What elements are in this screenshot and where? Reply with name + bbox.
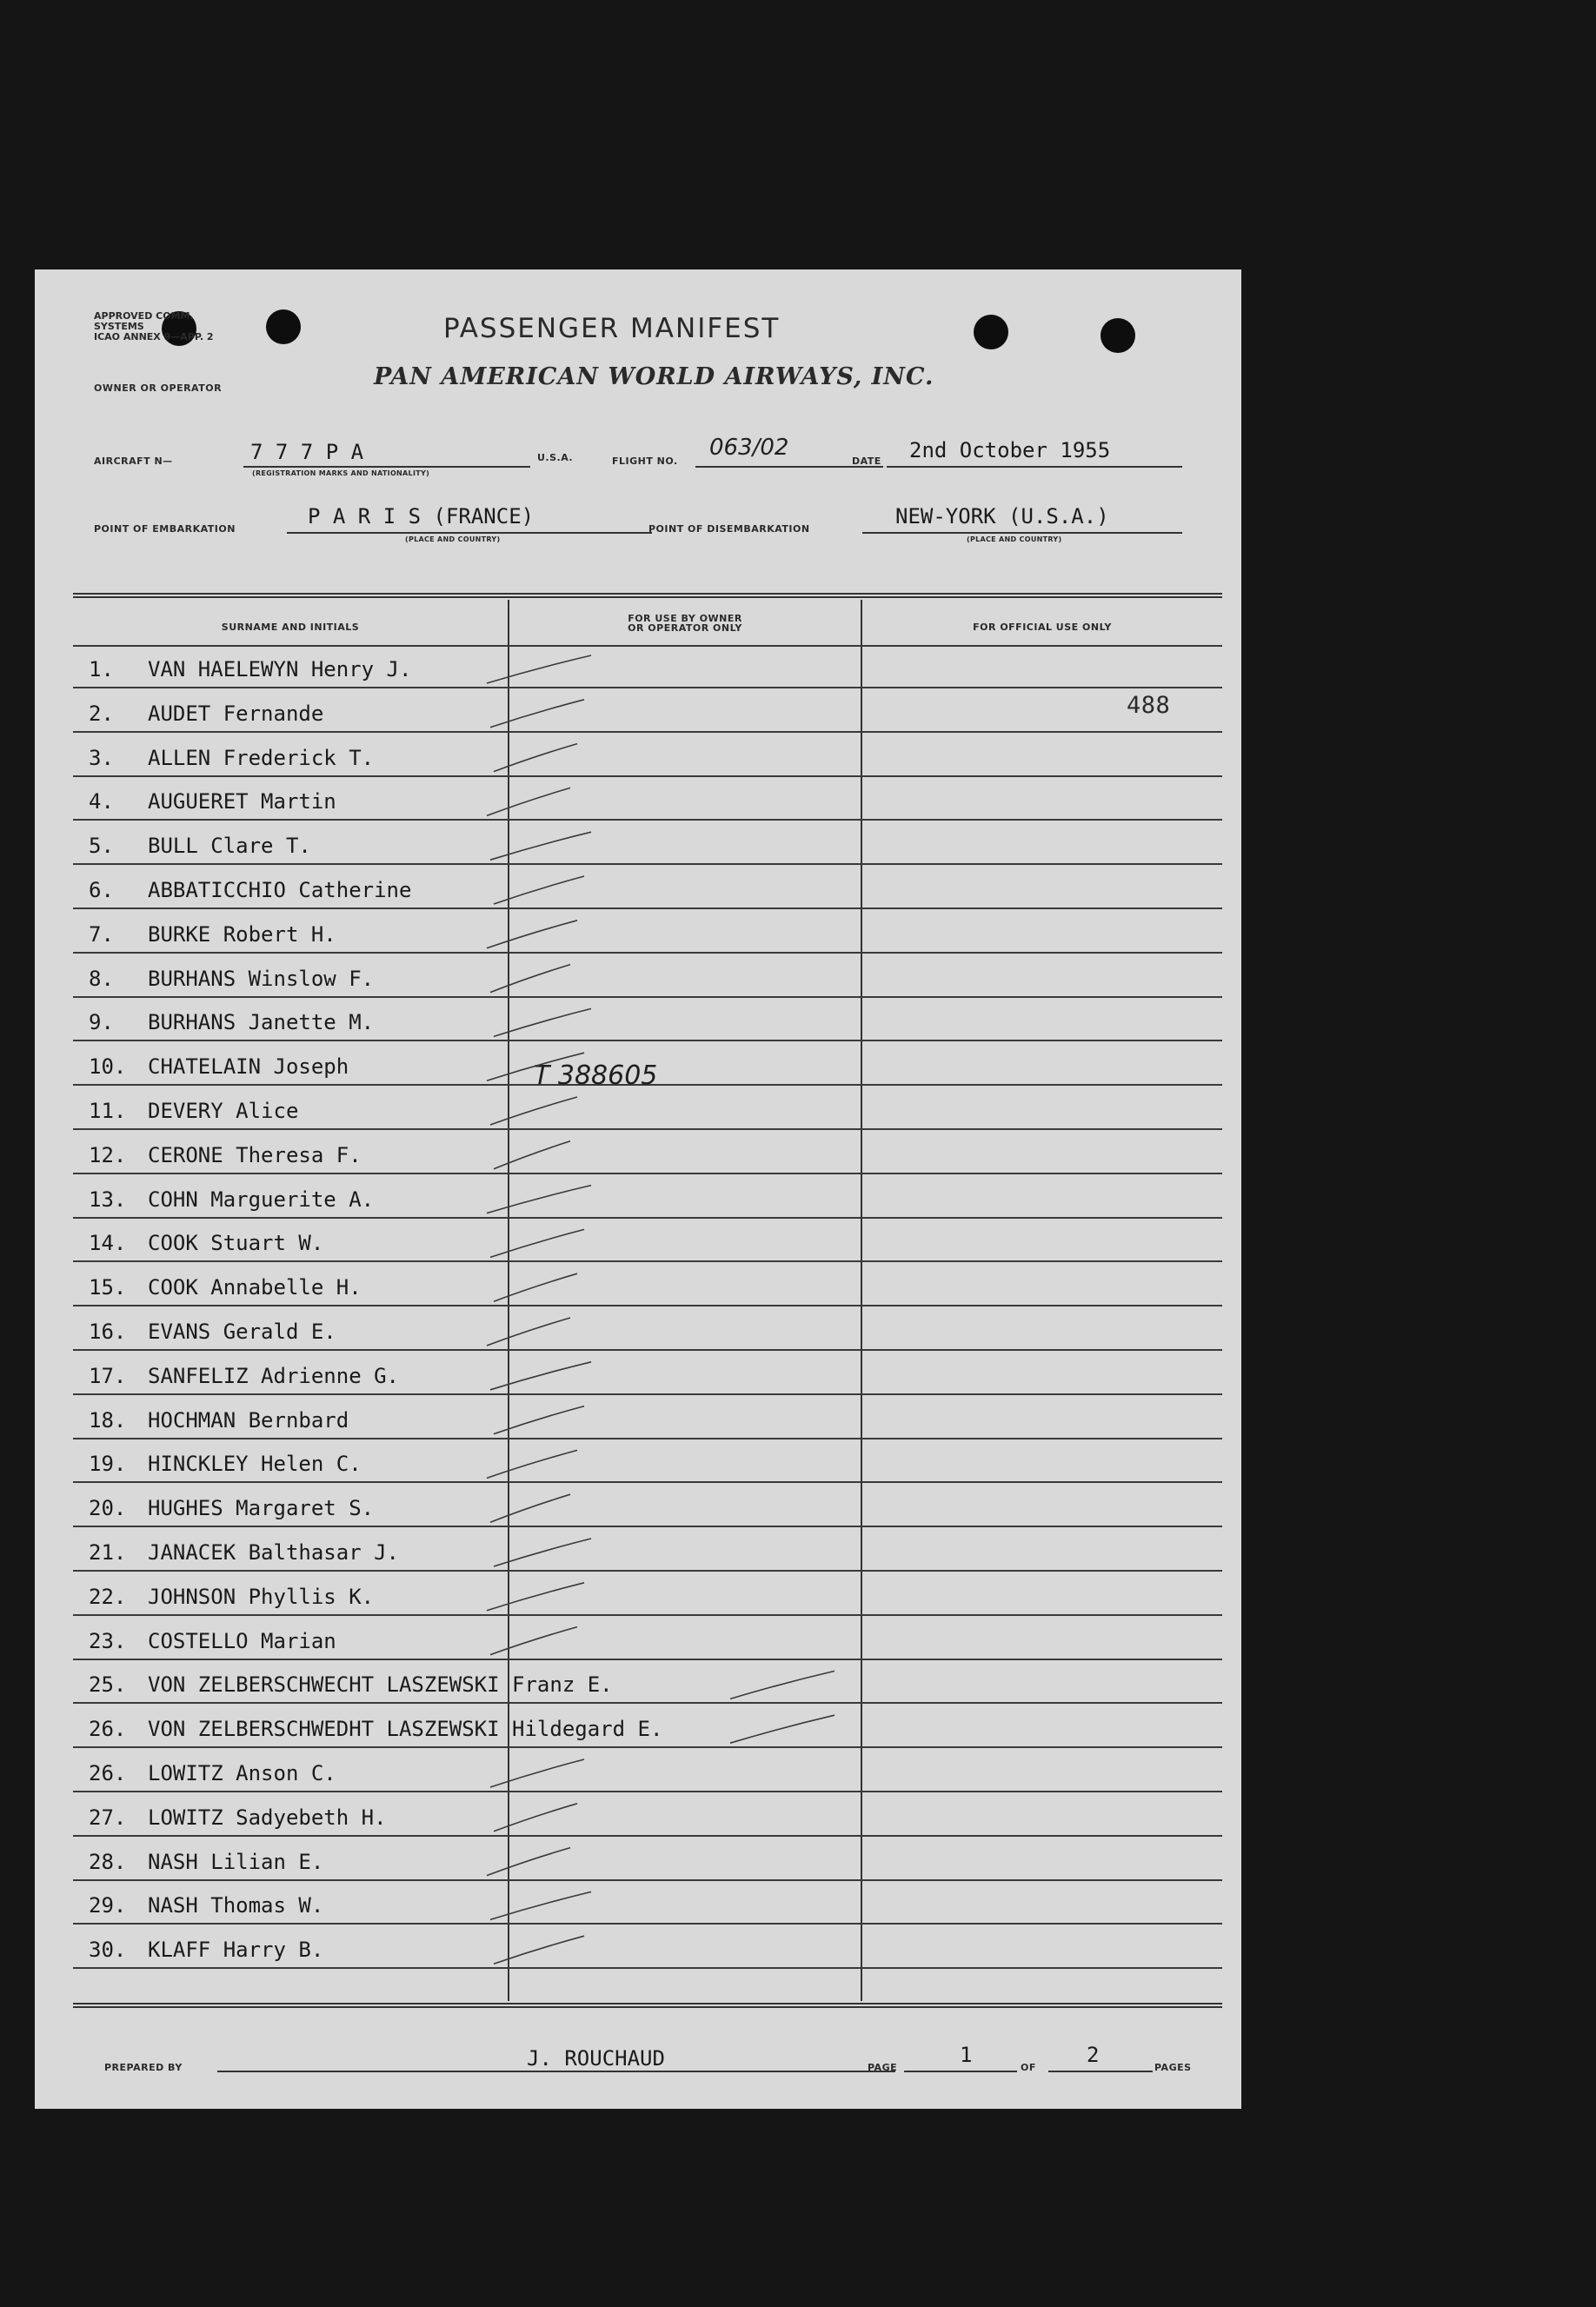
check-mark (490, 1229, 584, 1257)
passenger-number: 8. (89, 966, 114, 991)
prepared-label: PREPARED BY (104, 2062, 183, 2073)
row10-handwritten-number: T 388605 (534, 1060, 658, 1091)
check-mark (487, 1848, 570, 1876)
passenger-name: COOK Stuart W. (148, 1231, 324, 1256)
flight-value: 063/02 (709, 435, 789, 461)
aircraft-caption: (REGISTRATION MARKS AND NATIONALITY) (252, 469, 430, 477)
check-mark (487, 1583, 584, 1611)
check-mark (494, 1406, 584, 1434)
approval-line: ICAO ANNEX 9—APP. 2 (94, 331, 214, 342)
passenger-name: AUGUERET Martin (148, 789, 336, 814)
passenger-number: 5. (89, 834, 114, 859)
check-mark (494, 876, 584, 904)
check-mark (494, 1273, 577, 1301)
check-mark (487, 1450, 577, 1478)
document-title: PASSENGER MANIFEST (443, 313, 781, 344)
passenger-name: CERONE Theresa F. (148, 1142, 362, 1167)
passenger-number: 26. (89, 1717, 127, 1742)
total-underline (1048, 2071, 1153, 2072)
pages-label: PAGES (1154, 2062, 1192, 2073)
passenger-number: 1. (89, 657, 114, 681)
passenger-number: 29. (89, 1893, 127, 1918)
passenger-number: 19. (89, 1452, 127, 1477)
prepared-underline (217, 2071, 895, 2072)
passenger-number: 4. (89, 789, 114, 814)
passenger-name: VON ZELBERSCHWECHT LASZEWSKI Franz E. (148, 1672, 613, 1698)
passenger-name: LOWITZ Sadyebeth H. (148, 1805, 387, 1830)
passenger-name: COHN Marguerite A. (148, 1187, 375, 1212)
passenger-name: HINCKLEY Helen C. (148, 1452, 362, 1477)
aircraft-label: AIRCRAFT N— (94, 455, 173, 467)
passenger-name: BURHANS Winslow F. (148, 966, 375, 991)
check-mark (487, 1318, 570, 1346)
column-header-official: FOR OFFICIAL USE ONLY (973, 622, 1112, 633)
passenger-number: 18. (89, 1407, 127, 1433)
check-mark (490, 832, 591, 860)
passenger-name: COOK Annabelle H. (148, 1275, 362, 1300)
passenger-name: SANFELIZ Adrienne G. (148, 1363, 399, 1388)
passenger-name: ALLEN Frederick T. (148, 745, 375, 770)
passenger-number: 23. (89, 1628, 127, 1653)
passenger-name: BURKE Robert H. (148, 921, 336, 947)
check-mark (490, 1759, 584, 1787)
passenger-number: 13. (89, 1187, 127, 1212)
passenger-number: 6. (89, 878, 114, 902)
page-label: PAGE (868, 2062, 898, 2073)
check-mark (494, 1539, 591, 1566)
check-mark (487, 921, 577, 948)
check-mark (490, 1494, 570, 1522)
manifest-sheet (35, 269, 1241, 2109)
passenger-number: 26. (89, 1761, 127, 1785)
passenger-number: 11. (89, 1099, 127, 1123)
passenger-number: 30. (89, 1938, 127, 1963)
check-mark (490, 700, 584, 728)
embark-label: POINT OF EMBARKATION (94, 523, 236, 535)
passenger-name: NASH Thomas W. (148, 1893, 324, 1918)
check-mark (490, 1891, 591, 1919)
check-mark (487, 788, 570, 815)
passenger-number: 22. (89, 1584, 127, 1609)
passenger-name: DEVERY Alice (148, 1099, 299, 1123)
passenger-number: 9. (89, 1010, 114, 1035)
check-marks (35, 269, 1241, 2109)
prepared-by-value: J. ROUCHAUD (527, 2046, 665, 2071)
passenger-number: 27. (89, 1805, 127, 1830)
passenger-name: JOHNSON Phyllis K. (148, 1584, 375, 1609)
passenger-number: 16. (89, 1320, 127, 1344)
disembark-label: POINT OF DISEMBARKATION (648, 523, 810, 535)
of-label: OF (1021, 2062, 1036, 2073)
check-mark (490, 1627, 577, 1655)
check-mark (730, 1671, 835, 1699)
date-value: 2nd October 1955 (909, 438, 1111, 462)
aircraft-value: 7 7 7 P A (250, 440, 364, 464)
owner-label: OWNER OR OPERATOR (94, 382, 223, 394)
check-mark (494, 1008, 591, 1036)
passenger-name: ABBATICCHIO Catherine (148, 878, 412, 902)
passenger-name: AUDET Fernande (148, 701, 324, 726)
passenger-number: 12. (89, 1142, 127, 1167)
passenger-number: 2. (89, 701, 114, 726)
embark-value: P A R I S (FRANCE) (308, 504, 535, 529)
passenger-name: BULL Clare T. (148, 834, 311, 859)
column-header-owner-line: FOR USE BY OWNER (628, 613, 742, 624)
operator-name: PAN AMERICAN WORLD AIRWAYS, INC. (374, 363, 934, 390)
passenger-name: HOCHMAN Bernbard (148, 1407, 349, 1433)
check-mark (730, 1715, 835, 1743)
total-value: 2 (1087, 2043, 1100, 2067)
passenger-number: 20. (89, 1496, 127, 1521)
passenger-name: VAN HAELEWYN Henry J. (148, 657, 412, 681)
passenger-name: EVANS Gerald E. (148, 1320, 336, 1344)
passenger-number: 28. (89, 1849, 127, 1874)
passenger-number: 14. (89, 1231, 127, 1256)
flight-label: FLIGHT NO. (612, 455, 678, 467)
embark-caption: (PLACE AND COUNTRY) (405, 535, 501, 543)
page-underline (904, 2071, 1017, 2072)
official-mark: 488 (1127, 692, 1171, 719)
passenger-number: 7. (89, 921, 114, 947)
usa-label: U.S.A. (537, 452, 574, 463)
passenger-number: 25. (89, 1672, 127, 1698)
check-mark (494, 1804, 577, 1832)
check-mark (494, 1936, 584, 1964)
passenger-number: 17. (89, 1363, 127, 1388)
disembark-caption: (PLACE AND COUNTRY) (967, 535, 1062, 543)
column-header-owner-line: OR OPERATOR ONLY (628, 622, 742, 634)
passenger-name: COSTELLO Marian (148, 1628, 336, 1653)
passenger-name: BURHANS Janette M. (148, 1010, 375, 1035)
check-mark (490, 1362, 591, 1390)
passenger-name: NASH Lilian E. (148, 1849, 324, 1874)
disembark-value: NEW-YORK (U.S.A.) (895, 504, 1109, 529)
passenger-number: 15. (89, 1275, 127, 1300)
passenger-number: 21. (89, 1540, 127, 1565)
passenger-number: 10. (89, 1054, 127, 1080)
passenger-number: 3. (89, 745, 114, 770)
passenger-name: JANACEK Balthasar J. (148, 1540, 399, 1565)
check-mark (487, 1186, 591, 1213)
passenger-name: KLAFF Harry B. (148, 1938, 324, 1963)
page-value: 1 (960, 2043, 973, 2067)
check-mark (494, 744, 577, 772)
passenger-name: CHATELAIN Joseph (148, 1054, 349, 1080)
check-mark (494, 1141, 570, 1169)
passenger-name: LOWITZ Anson C. (148, 1761, 336, 1785)
date-label: DATE (852, 455, 881, 467)
check-mark (487, 655, 591, 683)
approval-line: APPROVED COMM. (94, 310, 194, 322)
approval-line: SYSTEMS (94, 321, 144, 332)
column-header-surname: SURNAME AND INITIALS (221, 622, 360, 633)
check-mark (490, 965, 570, 993)
passenger-name: HUGHES Margaret S. (148, 1496, 375, 1521)
passenger-name: VON ZELBERSCHWEDHT LASZEWSKI Hildegard E. (148, 1717, 663, 1742)
check-mark (487, 1053, 584, 1080)
check-mark (490, 1097, 577, 1125)
